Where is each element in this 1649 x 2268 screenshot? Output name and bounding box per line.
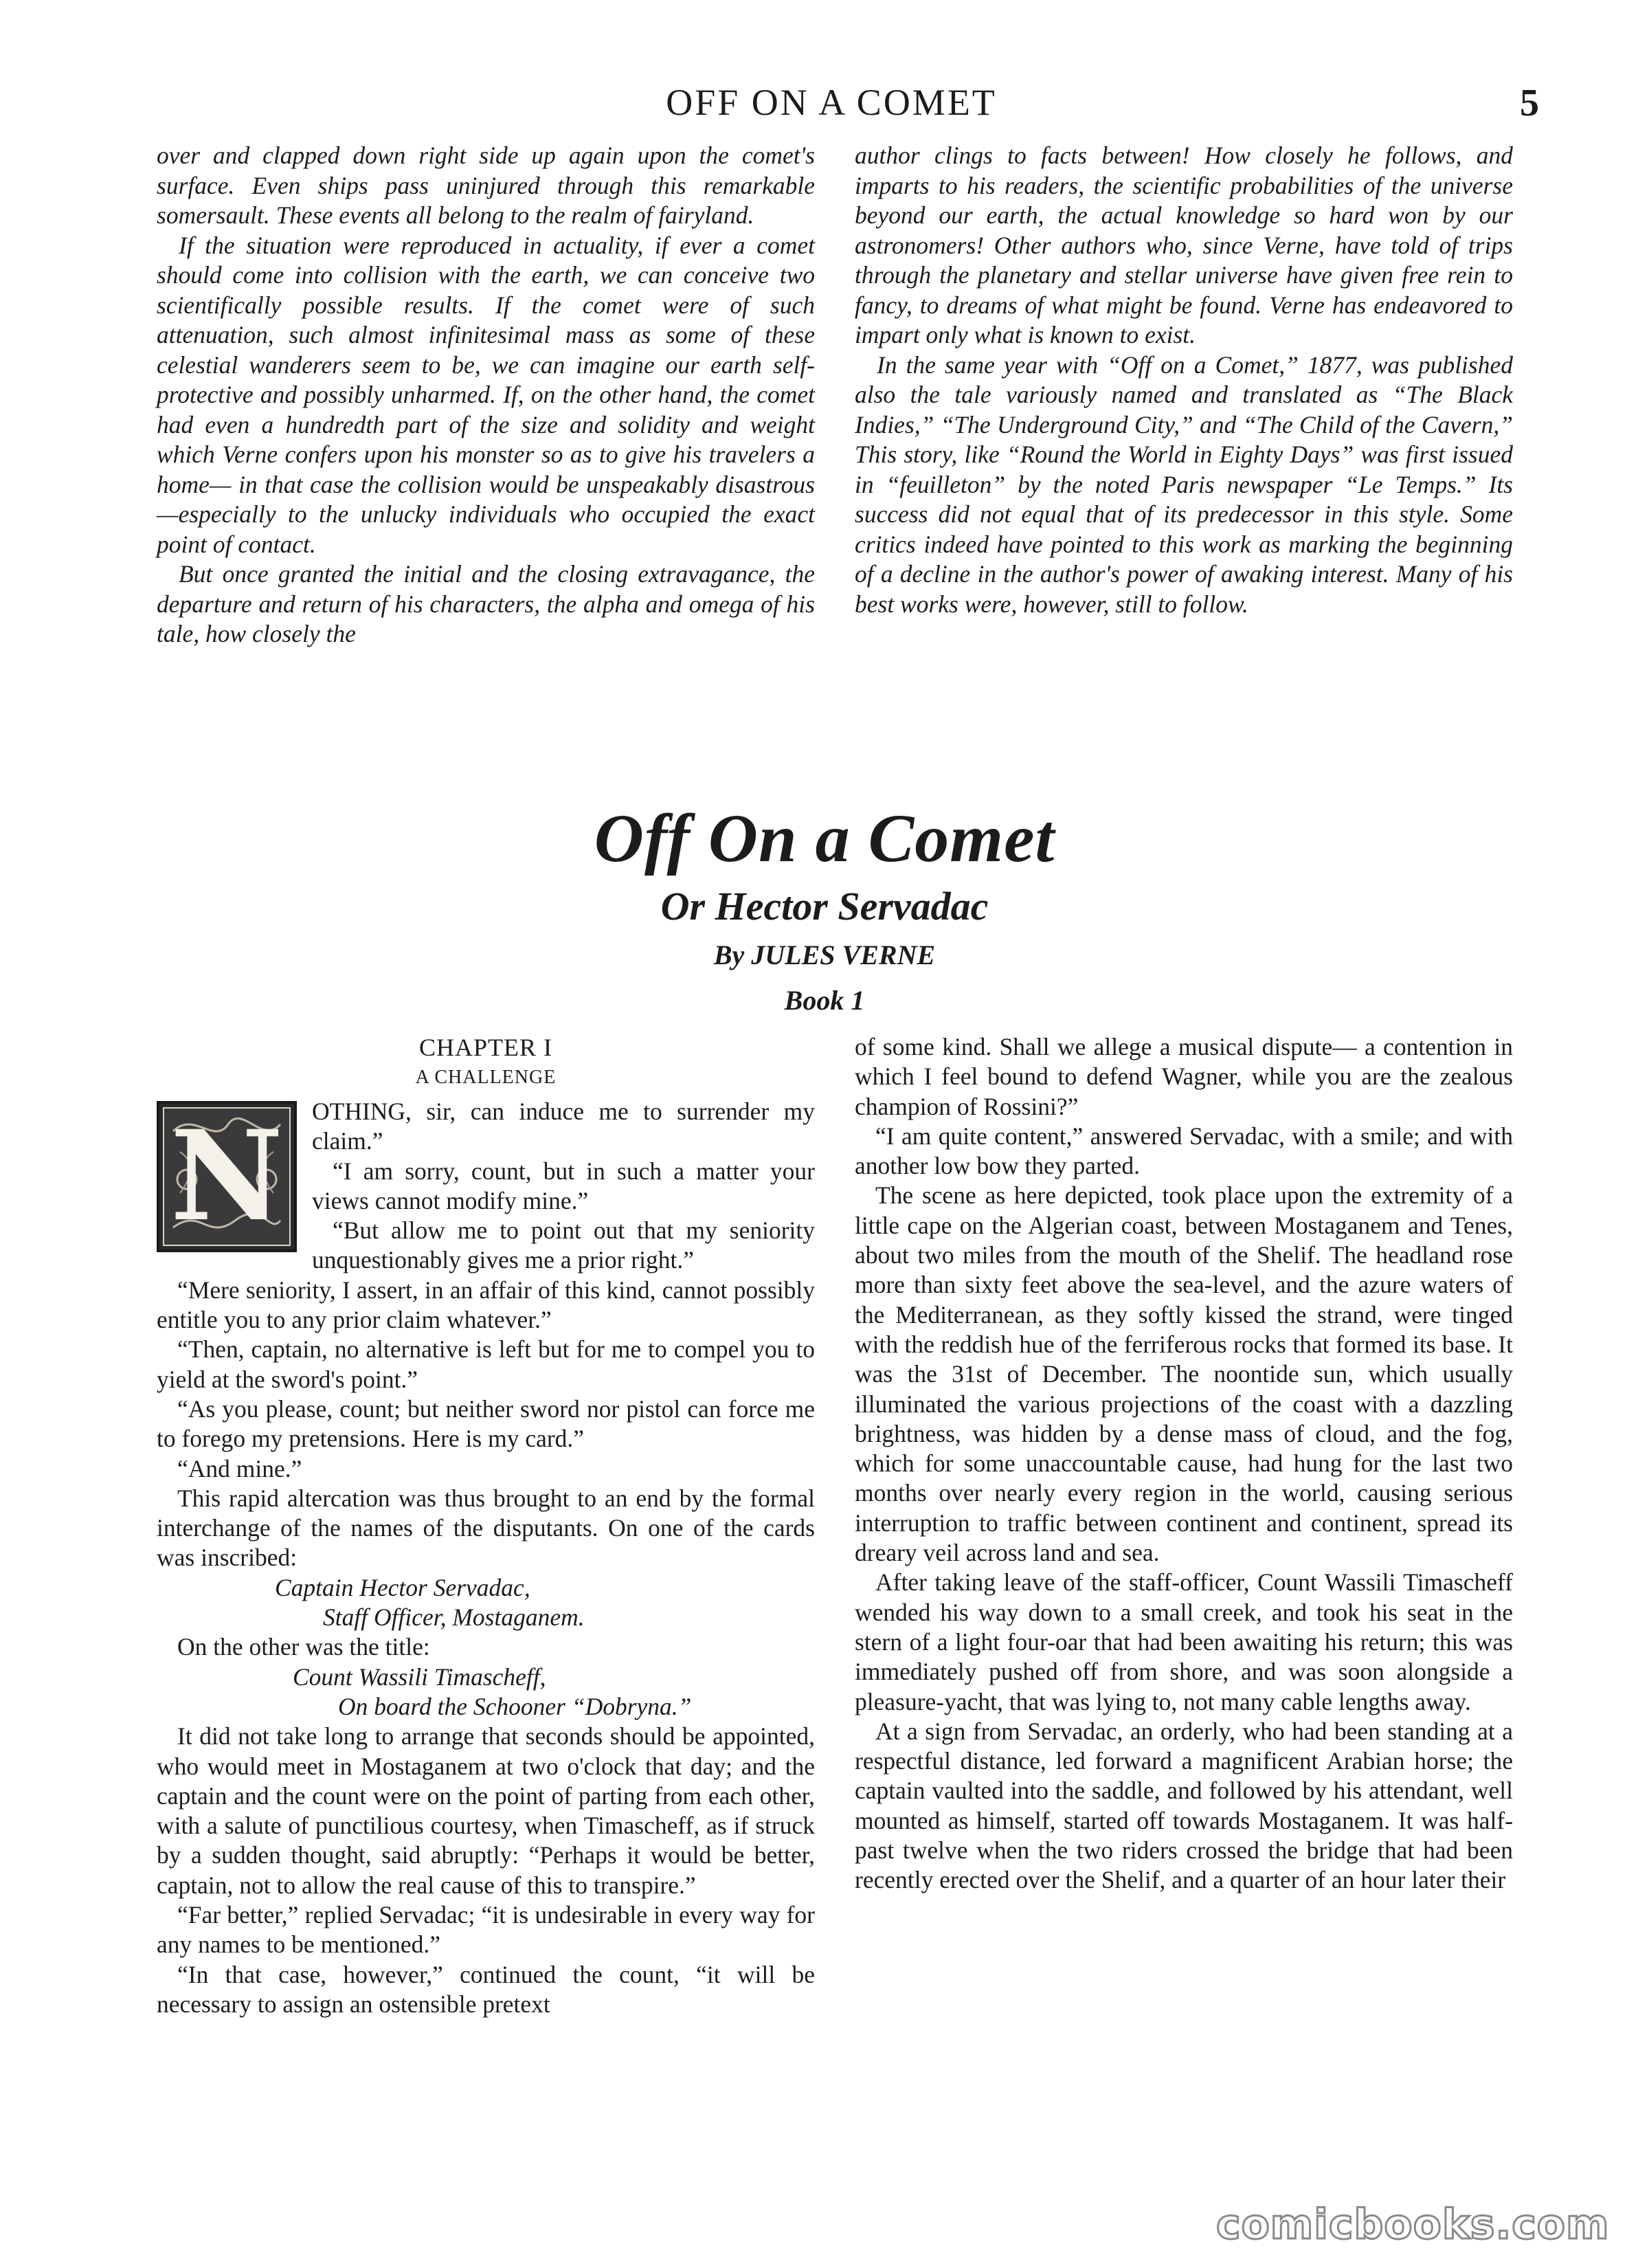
intro-paragraph: over and clapped down right side up again upon the comet's surface. Even ships pass uninjured through this remarkable somersault. These events all belong to the realm of fairyland.	[157, 142, 815, 229]
site-watermark: comicbooks.com	[1216, 2201, 1610, 2249]
story-paragraph: “But allow me to point out that my seniority unquestionably gives me a prior right.”	[312, 1216, 815, 1274]
story-paragraph: OTHING, sir, can induce me to surrender my claim.”	[312, 1098, 815, 1155]
chapter-heading: CHAPTER I	[418, 1034, 552, 1061]
decorative-drop-cap	[157, 1101, 297, 1252]
story-paragraph: It did not take long to arrange that seconds should be appointed, who would meet in Mostaganem at two o'clock that day; and the captain and the count were on the point of parting from each other, with a salute of punctilious courtesy, when Timascheff, as if struck by a sudden thought, said abruptly: “Perhaps it would be better, captain, not to allow the real cause of this to transpire.”	[157, 1722, 815, 1899]
story-paragraph: “I am quite content,” answered Servadac, with a smile; and with another low bow they parted.	[855, 1122, 1513, 1180]
chapter-subtitle: A CHALLENGE	[415, 1067, 557, 1088]
card-text-line: Staff Officer, Mostaganem.	[323, 1603, 585, 1632]
story-column-right	[855, 1032, 1513, 2019]
card-text-line: Captain Hector Servadac,	[275, 1573, 530, 1601]
intro-column-right	[855, 141, 1513, 649]
intro-paragraph: author clings to facts between! How closely he follows, and imparts to his readers, the scientific probabilities of the universe beyond our earth, the actual knowledge so hard won by our astronomers! Other authors who, since Verne, have told of trips through the planetary and stellar universe have given free rein to fancy, to dreams of what might be found. Verne has endeavored to impart only what is known to exist.	[855, 142, 1513, 348]
intro-paragraph: If the situation were reproduced in actuality, if ever a comet should come into collision with the earth, we can conceive two scientifically possible results. If the comet were of such attenuation, such almost infinitesimal mass as some of these celestial wanderers seem to be, we can imagine our earth self-protective and possibly unharmed. If, on the other hand, the comet had even a hundredth part of the size and solidity and weight which Verne confers upon his monster so as to give his travelers a home— in that case the collision would be unspeakably disastrous—especially to the unlucky individuals who occupied the exact point of contact.	[157, 231, 815, 558]
story-paragraph: This rapid altercation was thus brought to an end by the formal interchange of the names of the disputants. On one of the cards was inscribed:	[157, 1484, 815, 1572]
page-number: 5	[1520, 82, 1539, 124]
card-text-line: Count Wassili Timascheff,	[293, 1663, 546, 1691]
story-paragraph: “Then, captain, no alternative is left but for me to compel you to yield at the sword's point.”	[157, 1335, 815, 1393]
drop-cap-letter: N	[170, 1104, 284, 1249]
running-head: OFF ON A COMET	[666, 82, 997, 123]
story-subtitle: Or Hector Servadac	[660, 884, 989, 929]
story-title: Off On a Comet	[594, 800, 1055, 876]
intro-paragraph: In the same year with “Off on a Comet,” 1877, was published also the tale variously named and translated as “The Black Indies,” “The Underground City,” and “The Child of the Cavern,” This story, like “Round the World in Eighty Days” was first issued in “feuilleton” by the noted Paris newspaper “Le Temps.” Its success did not equal that of its predecessor in this style. Some critics indeed have pointed to this work as marking the beginning of a decline in the author's power of awaking interest. Many of his best works were, however, still to follow.	[855, 351, 1513, 618]
author-byline: By JULES VERNE	[713, 940, 936, 970]
story-paragraph: After taking leave of the staff-officer, Count Wassili Timascheff wended his way down to a small creek, and took his seat in the stern of a light four-oar that had been awaiting his return; this was immediately pushed off from shore, and was soon alongside a pleasure-yacht, that was lying to, not many cable lengths away.	[855, 1568, 1513, 1715]
story-paragraph: At a sign from Servadac, an orderly, who had been standing at a respectful distance, led forward a magnificent Arabian horse; the captain vaulted into the saddle, and followed by his attendant, well mounted as himself, started off towards Mostaganem. It was half-past twelve when the two riders crossed the bridge that had been recently erected over the Shelif, and a quarter of an hour later their	[855, 1717, 1513, 1894]
story-body	[157, 1032, 1513, 2019]
intro-column-left	[157, 141, 815, 649]
story-paragraph: “In that case, however,” continued the count, “it will be necessary to assign an ostensible pretext	[157, 1960, 815, 2018]
story-paragraph: “Far better,” replied Servadac; “it is undesirable in every way for any names to be mentioned.”	[157, 1901, 815, 1959]
intro-section	[157, 141, 1513, 649]
story-paragraph: “As you please, count; but neither sword nor pistol can force me to forego my pretensions. Here is my card.”	[157, 1394, 815, 1453]
intro-paragraph: But once granted the initial and the closing extravagance, the departure and return of his characters, the alpha and omega of his tale, how closely the	[157, 560, 815, 647]
story-title-block	[0, 797, 1649, 1020]
story-column-left	[157, 1032, 815, 2019]
story-paragraph: of some kind. Shall we allege a musical dispute— a contention in which I feel bound to defend Wagner, while you are the zealous champion of Rossini?”	[855, 1033, 1513, 1120]
story-paragraph: “Mere seniority, I assert, in an affair of this kind, cannot possibly entitle you to any prior claim whatever.”	[157, 1276, 815, 1334]
story-paragraph: “I am sorry, count, but in such a matter your views cannot modify mine.”	[312, 1157, 815, 1214]
story-paragraph: “And mine.”	[177, 1454, 302, 1482]
story-paragraph: The scene as here depicted, took place upon the extremity of a little cape on the Algerian coast, between Mostaganem and Tenes, about two miles from the mouth of the Shelif. The headland rose more than sixty feet above the sea-level, and the azure waters of the Mediterranean, as they softly kissed the strand, were tinged with the reddish hue of the ferriferous rocks that formed its base. It was the 31st of December. The noontide sun, which usually illuminated the various projections of the coast with a dazzling brightness, was hidden by a dense mass of cloud, and the fog, which for some unaccountable cause, had hung for the last two months over nearly every region in the world, causing serious interruption to traffic between continent and continent, spread its dreary veil across land and sea.	[855, 1181, 1513, 1567]
story-paragraph: On the other was the title:	[177, 1633, 430, 1661]
book-label: Book 1	[784, 985, 865, 1016]
card-text-line: On board the Schooner “Dobryna.”	[338, 1692, 692, 1720]
